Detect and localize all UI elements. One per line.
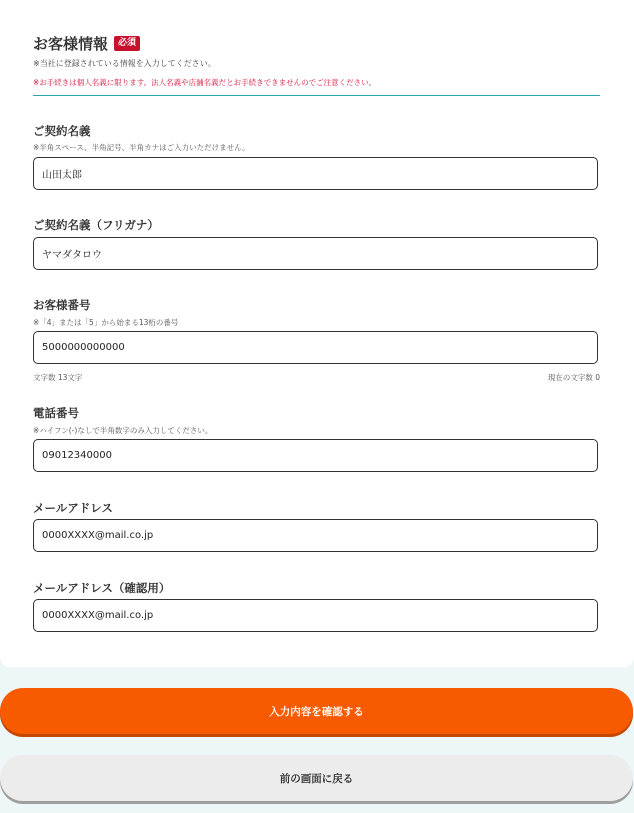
section-warning: ※お手続きは個人名義に限ります。法人名義や店舗名義だとお手続きできませんのでご注意ください。 xyxy=(33,78,377,87)
customer-number-note: ※「4」または「5」から始まる13桁の番号 xyxy=(33,318,179,327)
phone-label: 電話番号 xyxy=(33,406,79,420)
contract-name-label: ご契約名義 xyxy=(33,124,91,138)
contract-kana-input[interactable]: ヤマダタロウ xyxy=(33,237,598,270)
confirm-button[interactable]: 入力内容を確認する xyxy=(0,688,633,734)
email-label: メールアドレス xyxy=(33,501,113,515)
contract-kana-label: ご契約名義（フリガナ） xyxy=(33,218,159,232)
email-input[interactable]: 0000XXXX@mail.co.jp xyxy=(33,519,598,552)
section-description: ※当社に登録されている情報を入力してください。 xyxy=(33,59,216,68)
required-badge: 必須 xyxy=(114,36,140,51)
email-confirm-input[interactable]: 0000XXXX@mail.co.jp xyxy=(33,599,598,632)
contract-name-note: ※半角スペース、半角記号、半角カナはご入力いただけません。 xyxy=(33,143,250,152)
phone-input[interactable]: 09012340000 xyxy=(33,439,598,472)
phone-note: ※ハイフン(-)なしで半角数字のみ入力してください。 xyxy=(33,426,213,435)
section-title: お客様情報 xyxy=(33,35,109,53)
customer-number-label: お客様番号 xyxy=(33,298,91,312)
customer-number-input[interactable]: 5000000000000 xyxy=(33,331,598,364)
section-header xyxy=(33,33,140,54)
char-limit-text: 文字数 13文字 xyxy=(33,373,83,382)
back-button[interactable]: 前の画面に戻る xyxy=(0,755,633,801)
section-divider xyxy=(33,95,600,96)
char-count-text: 現在の文字数 0 xyxy=(547,373,600,382)
email-confirm-label: メールアドレス（確認用） xyxy=(33,581,171,595)
contract-name-input[interactable]: 山田太郎 xyxy=(33,157,598,190)
